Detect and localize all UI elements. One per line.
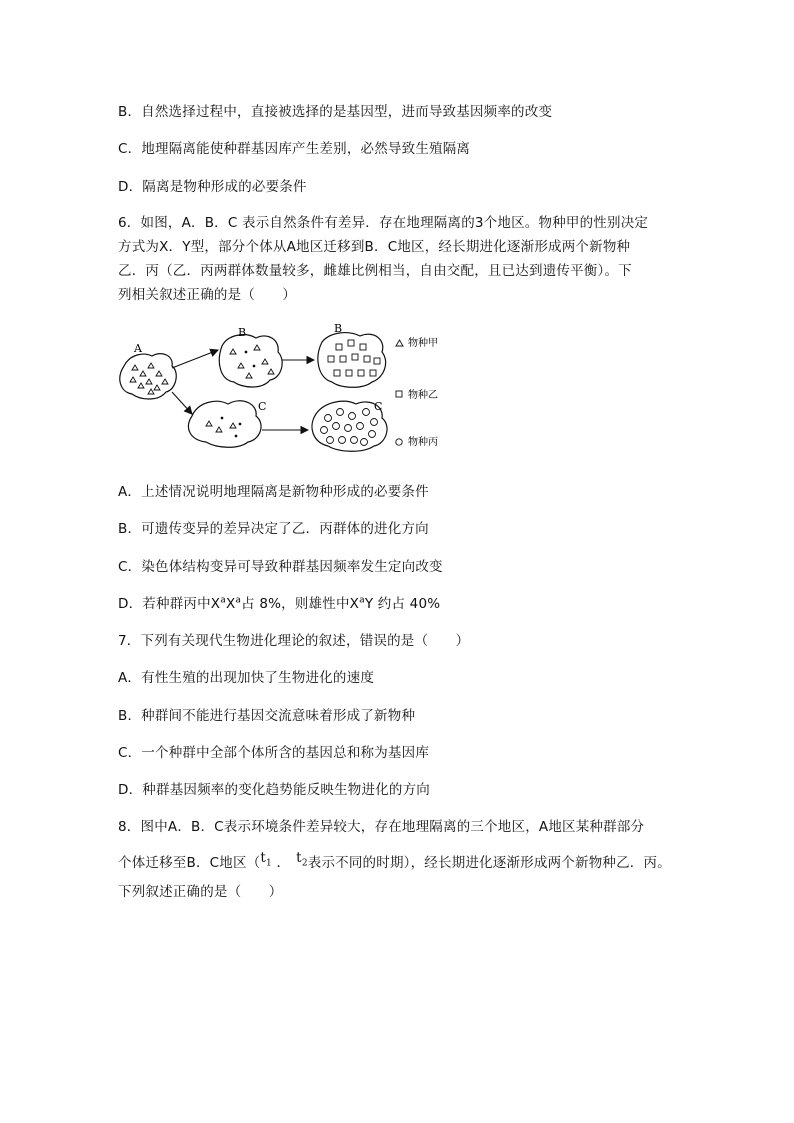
arrow-a-to-b (172, 350, 218, 368)
q8-stem-line3: 下列叙述正确的是（ ） (118, 884, 283, 900)
legend-square-icon (396, 391, 402, 397)
region-c1-contents (206, 417, 241, 437)
q6-option-d-pre: D．若种群丙中X (118, 596, 221, 612)
region-c1-label: C (258, 400, 267, 413)
q8-stem-line2-pre: 个体迁移至B．C地区（ (118, 855, 261, 871)
region-b1-contents (230, 345, 274, 378)
q5-option-b: B．自然选择过程中，直接被选择的是基因型，进而导致基因频率的改变 (118, 104, 553, 120)
region-b1-blob (219, 335, 282, 387)
q7-option-c: C．一个种群中全部个体所含的基因总和称为基因库 (118, 745, 430, 761)
q6-option-c: C．染色体结构变异可导致种群基因频率发生定向改变 (118, 559, 443, 575)
legend-bing: 物种丙 (408, 437, 438, 448)
region-a-label: A (134, 342, 142, 355)
q8-stem-line2-post: 表示不同的时期），经长期进化逐渐形成两个新物种乙．丙。 (307, 855, 671, 871)
region-c2-circles (321, 409, 378, 446)
legend-jia: 物种甲 (408, 338, 438, 349)
legend-triangle-icon (396, 340, 403, 346)
q7-option-b: B．种群间不能进行基因交流意味着形成了新物种 (118, 708, 416, 724)
legend-circle-icon (396, 439, 402, 445)
speciation-diagram (112, 318, 462, 458)
q6-option-d-sup3: a (359, 595, 365, 606)
region-b1-label: B (238, 326, 247, 339)
q7-option-a: A．有性生殖的出现加快了生物进化的速度 (118, 670, 375, 686)
q6-stem-line3: 乙．丙（乙．丙两群体数量较多，雌雄比例相当，自由交配，且已达到遗传平衡）。下 (118, 263, 632, 279)
q8-t1-sub: 1 (266, 858, 272, 869)
q6-stem-line4: 列相关叙述正确的是（ ） (118, 287, 297, 303)
q6-option-b: B．可遗传变异的差异决定了乙．丙群体的进化方向 (118, 521, 429, 537)
q5-option-c: C．地理隔离能使种群基因库产生差别，必然导致生殖隔离 (118, 141, 471, 157)
q7-stem: 7．下列有关现代生物进化理论的叙述，错误的是（ ） (118, 633, 470, 649)
q8-t2 (296, 850, 308, 869)
q8-t1 (260, 850, 272, 869)
region-b2-label: B (334, 322, 343, 335)
region-c1-blob (188, 401, 261, 447)
q5-option-d: D．隔离是物种形成的必要条件 (118, 179, 307, 195)
region-b2-squares (328, 340, 380, 376)
region-c2-label: C (374, 400, 383, 413)
q7-option-d: D．种群基因频率的变化趋势能反映生物进化的方向 (118, 782, 430, 798)
q8-t2-letter: t (296, 850, 302, 866)
q6-option-d-mid2: 占 8%，则雄性中X (241, 596, 360, 612)
q6-option-d-sup2: a (235, 595, 242, 606)
q8-sep: ． (271, 855, 291, 871)
legend-yi: 物种乙 (408, 390, 438, 401)
q6-option-a: A．上述情况说明地理隔离是新物种形成的必要条件 (118, 484, 429, 500)
q6-stem-line2: 方式为X．Y型，部分个体从A地区迁移到B．C地区，经长期进化逐渐形成两个新物种 (118, 239, 631, 255)
region-a-blob (120, 354, 176, 399)
q6-stem-line1: 6．如图，A．B．C 表示自然条件有差异．存在地理隔离的3个地区。物种甲的性别决定 (118, 215, 649, 231)
q8-stem-line1: 8．图中A．B．C表示环境条件差异较大，存在地理隔离的三个地区，A地区某种群部分 (118, 819, 645, 835)
q8-t2-sub: 2 (301, 858, 308, 869)
q6-option-d-post: Y 约占 40% (364, 596, 441, 612)
q6-option-d-sup1: a (220, 595, 226, 606)
q8-t1-letter: t (260, 850, 267, 866)
region-a-triangles (130, 363, 168, 394)
q6-option-d (118, 592, 440, 612)
arrow-a-to-c (172, 392, 192, 414)
q8-stem-line2 (118, 851, 671, 874)
q6-option-d-mid1: X (225, 596, 236, 612)
